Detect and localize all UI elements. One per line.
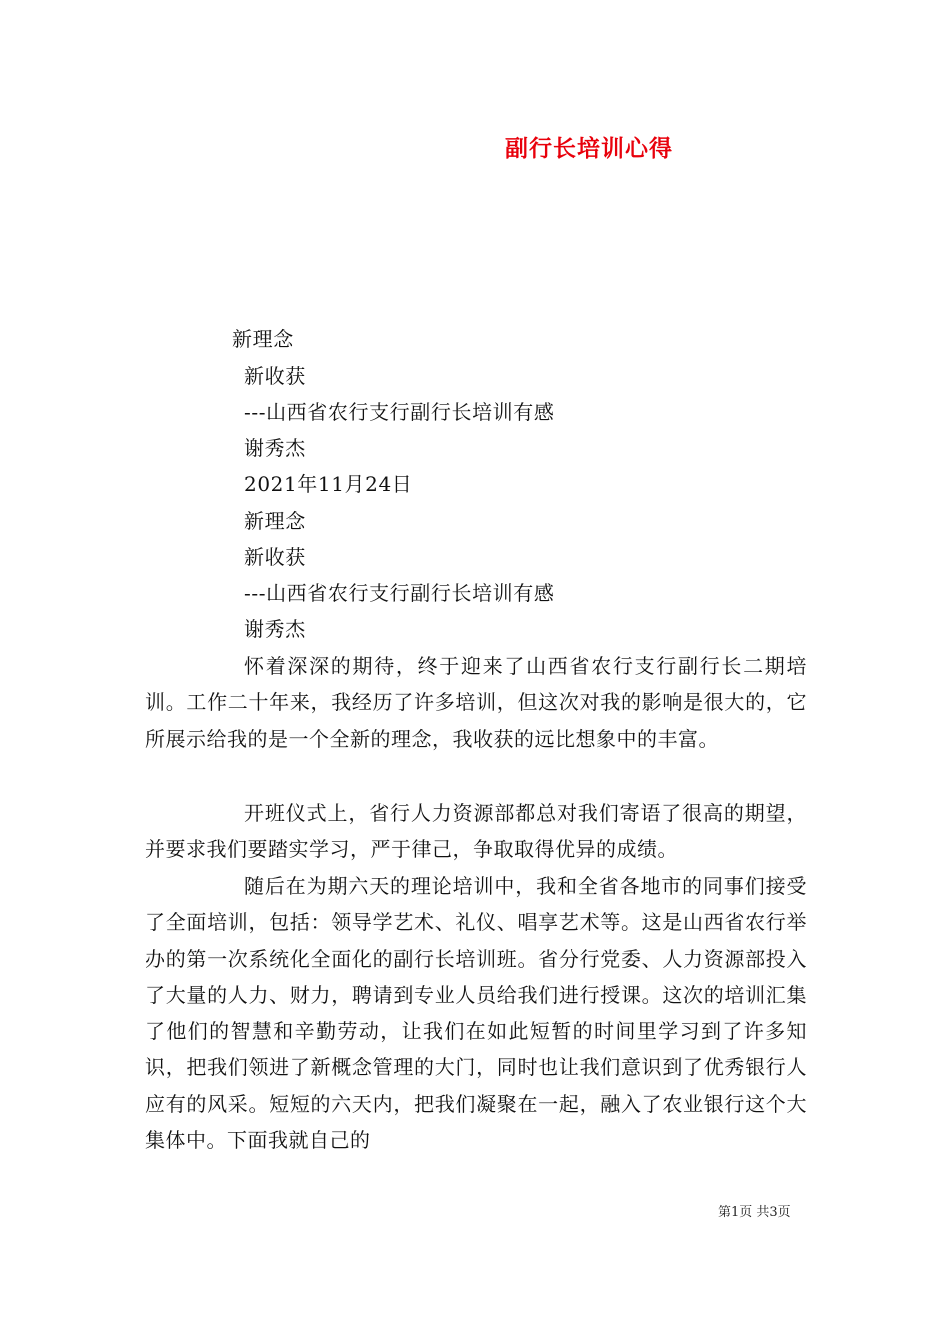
header-line: 谢秀杰 <box>244 617 306 641</box>
body-paragraph: 开班仪式上，省行人力资源部都总对我们寄语了很高的期望，并要求我们要踏实学习，严于律己，争取取得优异的成绩。 <box>145 801 807 862</box>
body-paragraph: 怀着深深的期待，终于迎来了山西省农行支行副行长二期培训。工作二十年来，我经历了许多培训，但这次对我的影响是很大的，它所展示给我的是一个全新的理念，我收获的远比想象中的丰富。 <box>145 654 807 751</box>
body-paragraph: 随后在为期六天的理论培训中，我和全省各地市的同事们接受了全面培训，包括：领导学艺术、礼仪、唱享艺术等。这是山西省农行举办的第一次系统化全面化的副行长培训班。省分行党委、人力资源部投入了大量的人力、财力，聘请到专业人员给我们进行授课。这次的培训汇集了他们的智慧和辛勤劳动，让我们在如此短暂的时间里学习到了许多知识，把我们领进了新概念管理的大门，同时也让我们意识到了优秀银行人应有的风采。短短的六天内，把我们凝聚在一起，融入了农业银行这个大集体中。下面我就自己的 <box>145 874 807 1153</box>
header-line: 新理念 <box>244 509 306 533</box>
header-line: 谢秀杰 <box>244 436 306 460</box>
page-footer: 第1页 共3页 <box>718 1205 791 1220</box>
header-line: ---山西省农行支行副行长培训有感 <box>244 581 555 605</box>
page-title: 副行长培训心得 <box>505 135 673 162</box>
header-line: 2021年11月24日 <box>244 472 413 496</box>
header-line: ---山西省农行支行副行长培训有感 <box>244 400 555 424</box>
header-line: 新收获 <box>244 364 306 388</box>
header-line: 新理念 <box>232 327 294 351</box>
header-line: 新收获 <box>244 545 306 569</box>
